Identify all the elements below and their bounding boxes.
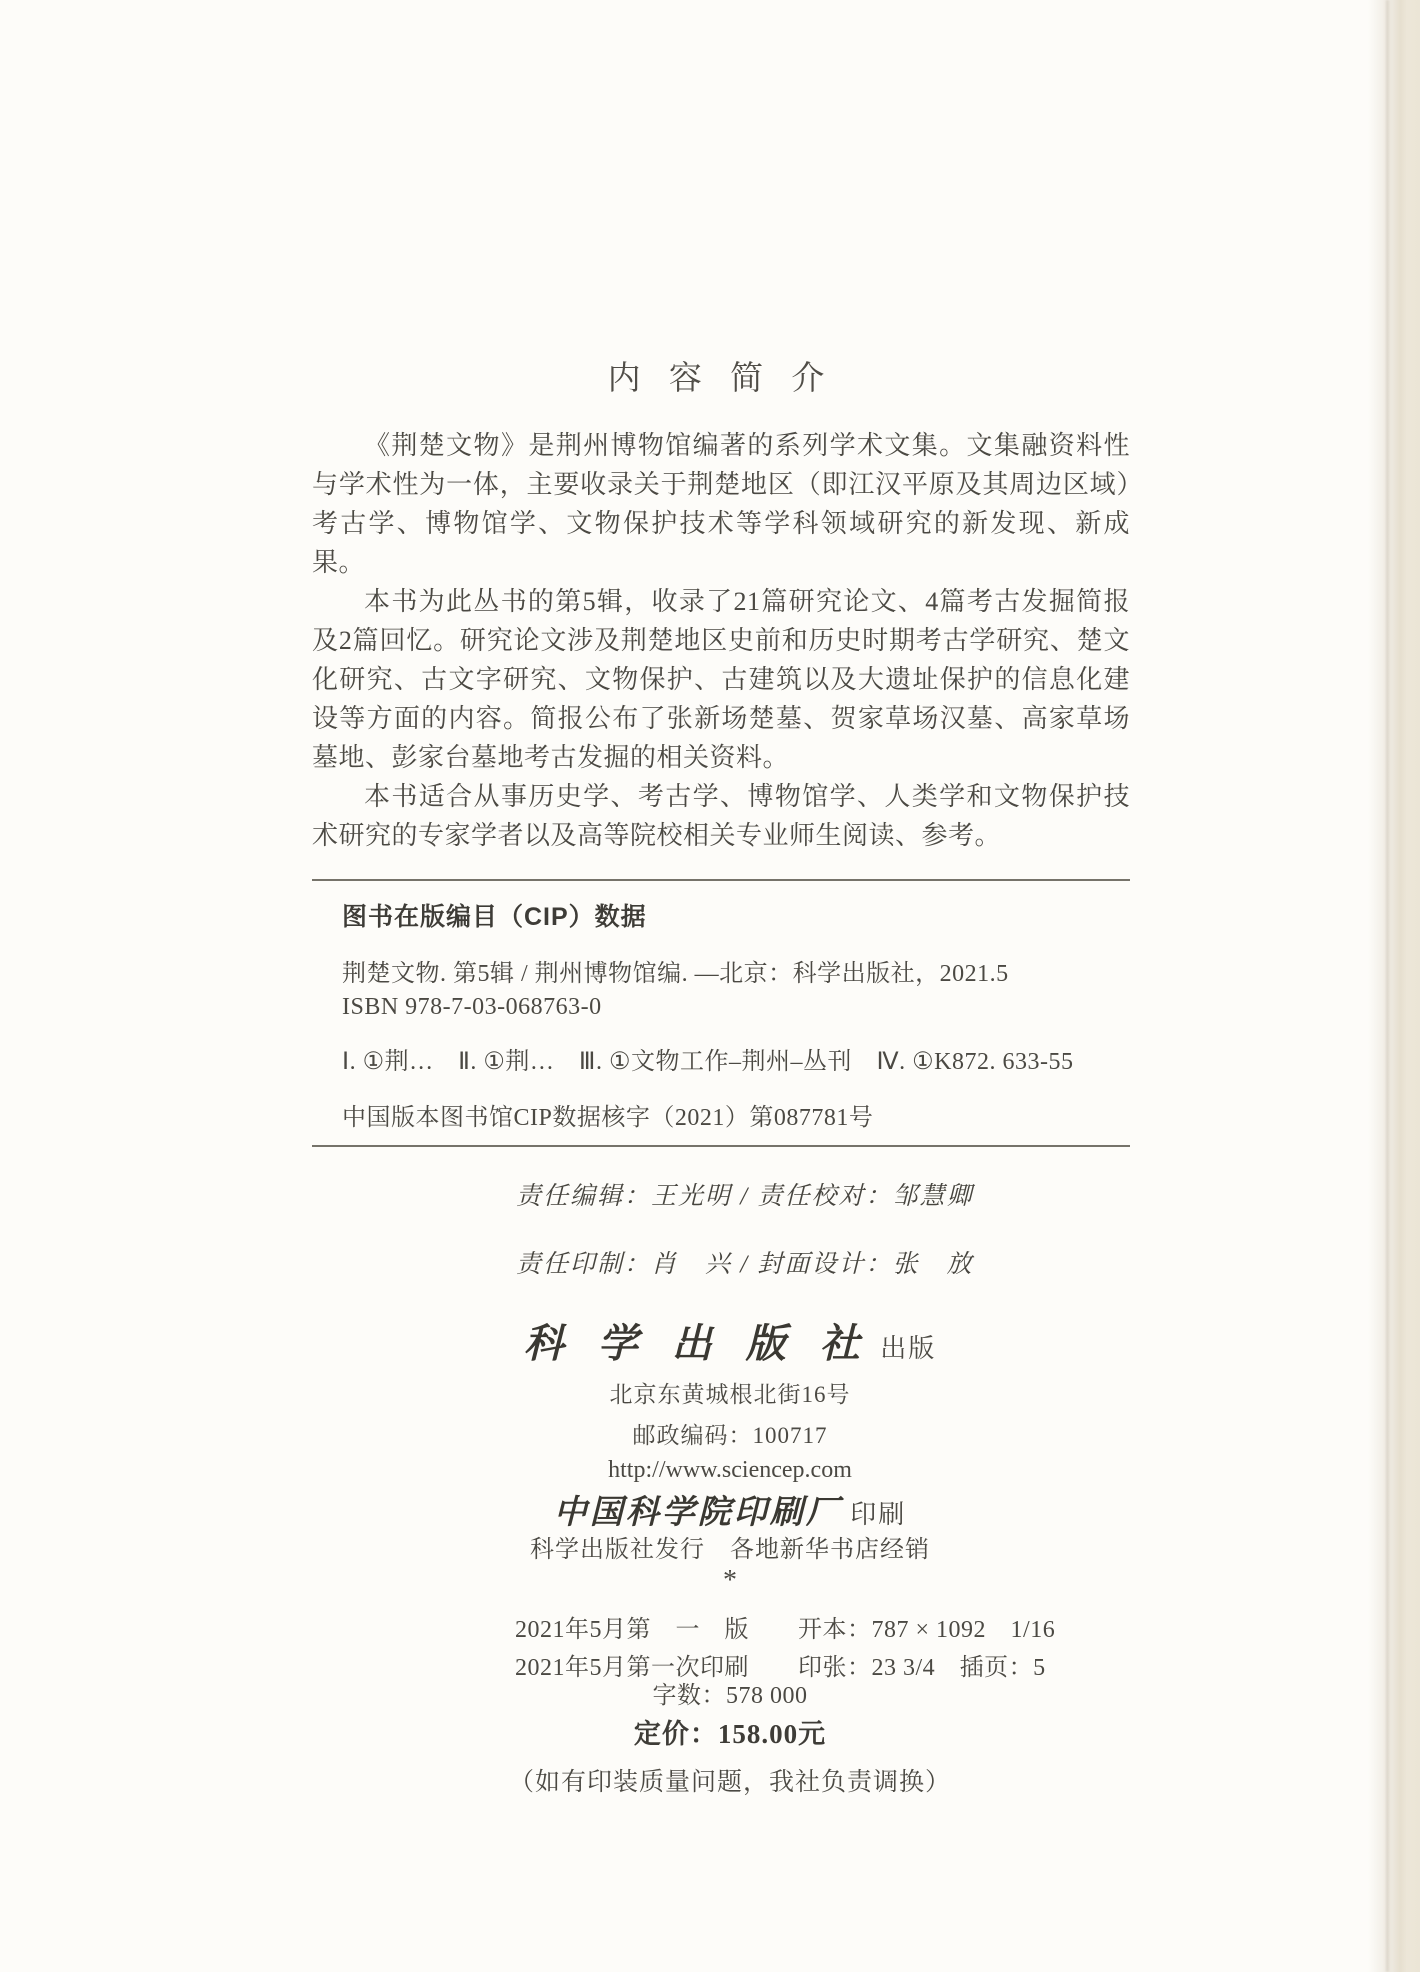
page-title: 内 容 简 介 — [607, 361, 835, 397]
staff-production-line: 责任印制：肖 兴 / 封面设计：张 放 — [516, 1251, 974, 1278]
publisher-suffix: 出版 — [871, 1334, 937, 1363]
intro-paragraph-3: 本书适合从事历史学、考古学、博物馆学、人类学和文物保护技术研究的专家学者以及高等院校相关专业师生阅读、参考。 — [312, 782, 1130, 850]
publisher-logotype: 科 学 出 版 社 — [523, 1321, 872, 1366]
printer-suffix: 印刷 — [841, 1500, 907, 1529]
word-count-line: 字数：578 000 — [652, 1683, 808, 1709]
quality-notice: （如有印装质量问题，我社负责调换） — [508, 1769, 951, 1796]
publisher-website: http://www.sciencep.com — [608, 1457, 852, 1483]
cip-box-bottom-rule — [312, 1145, 1130, 1147]
staff-editors-line: 责任编辑：王光明 / 责任校对：邹慧卿 — [516, 1183, 974, 1210]
edition-line: 2021年5月第 一 版 开本：787 × 1092 1/16 — [515, 1617, 1056, 1643]
divider-asterisk: * — [723, 1565, 737, 1596]
intro-paragraph-1: 《荆楚文物》是荆州博物馆编著的系列学术文集。文集融资料性与学术性为一体，主要收录关于荆楚地区（即江汉平原及其周边区域）考古学、博物馆学、文物保护技术等学科领域研究的新发现、新成果。 — [312, 431, 1130, 577]
printer-logotype: 中国科学院印刷厂 — [553, 1495, 842, 1531]
publisher-postcode: 邮政编码：100717 — [632, 1423, 828, 1448]
cip-heading: 图书在版编目（CIP）数据 — [342, 903, 647, 931]
intro-paragraph-2: 本书为此丛书的第5辑，收录了21篇研究论文、4篇考古发掘简报及2篇回忆。研究论文涉及荆楚地区史前和历史时期考古学研究、楚文化研究、古文字研究、文物保护、古建筑以及大遗址保护的信息化建设等方面的内容。简报公布了张新场楚墓、贺家草场汉墓、高家草场墓地、彭家台墓地考古发掘的相关资料。 — [312, 587, 1130, 772]
page-edge-strip — [1368, 0, 1420, 1972]
cip-box-top-rule — [312, 879, 1130, 881]
printing-line: 2021年5月第一次印刷 印张：23 3/4 插页：5 — [515, 1655, 1046, 1681]
printer-line — [312, 1486, 1148, 1533]
cip-entry-line: 荆楚文物. 第5辑 / 荆州博物馆编. —北京：科学出版社，2021.5 — [342, 961, 1009, 987]
isbn-line: ISBN 978-7-03-068763-0 — [342, 994, 602, 1020]
intro-paragraphs — [312, 426, 1130, 855]
publisher-address: 北京东黄城根北街16号 — [609, 1382, 851, 1407]
distribution-line: 科学出版社发行 各地新华书店经销 — [530, 1537, 930, 1563]
cip-classification-line: Ⅰ. ①荆… Ⅱ. ①荆… Ⅲ. ①文物工作–荆州–丛刊 Ⅳ. ①K872. 633-55 — [342, 1049, 1074, 1075]
publisher-line — [312, 1312, 1148, 1369]
cip-record-number: 中国版本图书馆CIP数据核字（2021）第087781号 — [342, 1105, 874, 1131]
price-line: 定价：158.00元 — [633, 1719, 827, 1749]
